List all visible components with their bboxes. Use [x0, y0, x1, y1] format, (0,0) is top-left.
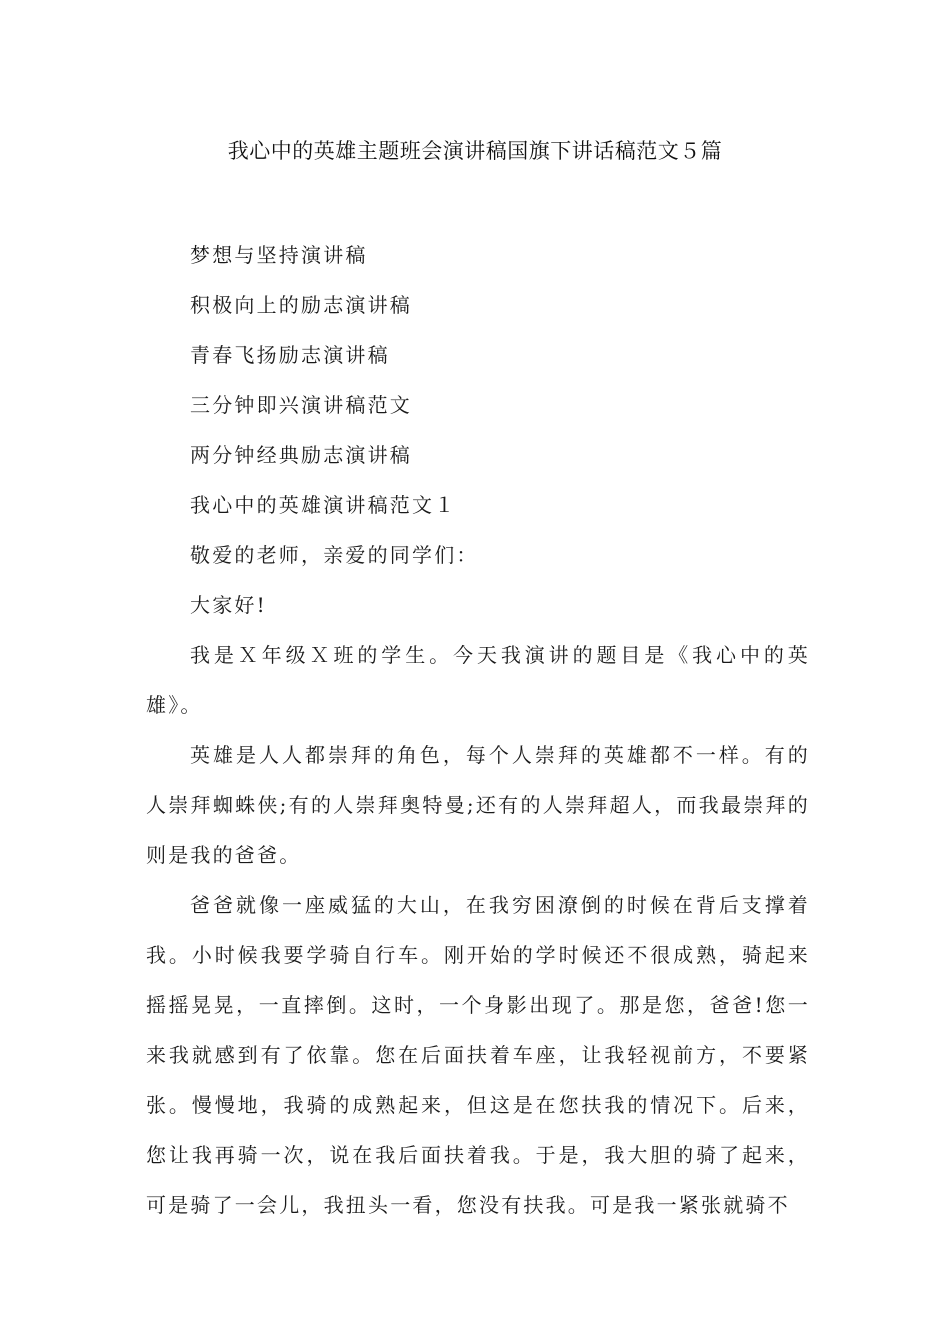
toc-item: 三分钟即兴演讲稿范文: [190, 393, 412, 417]
body-paragraph: 爸爸就像一座威猛的大山，在我穷困潦倒的时候在背后支撑着我。小时候我要学骑自行车。刚开始的学时候还不很成熟，骑起来摇摇晃晃，一直摔倒。这时，一个身影出现了。那是您，爸爸!您一来我就感到有了依靠。您在后面扶着车座，让我轻视前方，不要紧张。慢慢地，我骑的成熟起来，但这是在您扶我的情况下。后来，您让我再骑一次，说在我后面扶着我。于是，我大胆的骑了起来，可是骑了一会儿，我扭头一看，您没有扶我。可是我一紧张就骑不: [146, 893, 810, 1217]
body-paragraph: 我是Ｘ年级Ｘ班的学生。今天我演讲的题目是《我心中的英雄》。: [146, 643, 810, 717]
toc-item: 青春飞扬励志演讲稿: [190, 343, 390, 367]
toc-item: 积极向上的励志演讲稿: [190, 293, 412, 317]
greeting: 大家好!: [190, 593, 267, 617]
document-title: 我心中的英雄主题班会演讲稿国旗下讲话稿范文５篇: [227, 139, 723, 163]
body-paragraph: 英雄是人人都崇拜的角色，每个人崇拜的英雄都不一样。有的人崇拜蜘蛛侠;有的人崇拜奥特曼;还有的人崇拜超人，而我最崇拜的则是我的爸爸。: [146, 743, 810, 867]
document-body: [146, 230, 810, 1230]
salutation: 敬爱的老师，亲爱的同学们：: [190, 543, 479, 567]
section-heading: 我心中的英雄演讲稿范文１: [190, 493, 457, 517]
toc-item: 两分钟经典励志演讲稿: [190, 443, 412, 467]
toc-item: 梦想与坚持演讲稿: [190, 243, 368, 267]
